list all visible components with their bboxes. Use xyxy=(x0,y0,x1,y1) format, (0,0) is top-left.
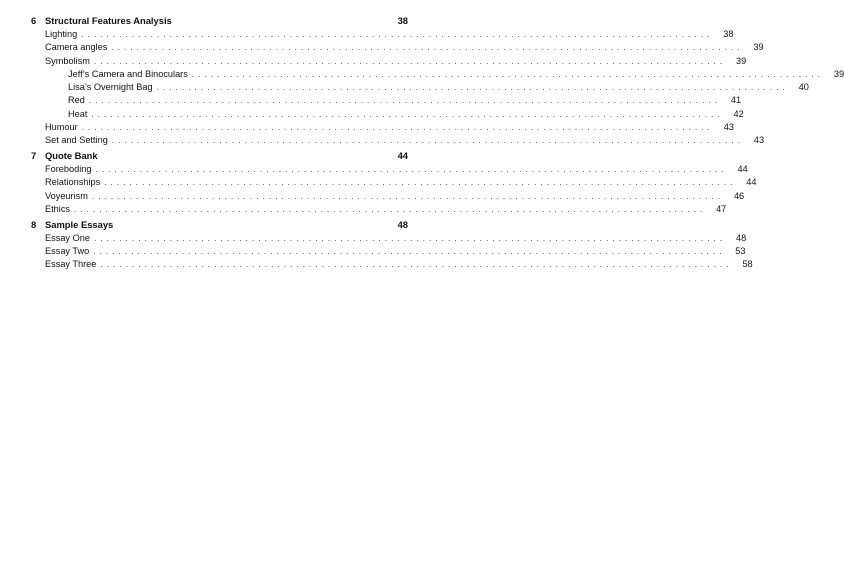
section-page-number: 44 xyxy=(397,150,408,162)
toc-subentry[interactable] xyxy=(68,68,844,81)
entry-page-number: 38 xyxy=(723,29,734,39)
dot-leader: .................................................................................................... xyxy=(111,136,745,146)
entry-label: Voyeurism xyxy=(45,190,92,203)
toc-subentry[interactable] xyxy=(68,94,742,107)
toc-entry[interactable] xyxy=(45,176,757,189)
toc-section-7 xyxy=(31,149,757,216)
section-page-number: 48 xyxy=(397,218,408,230)
entry-label: Red xyxy=(68,94,89,107)
dot-leader: .................................................................................................... xyxy=(81,123,714,133)
entry-label: Ethics xyxy=(45,203,74,216)
entry-label: Camera angles xyxy=(45,41,111,54)
entry-page-number: 43 xyxy=(753,135,765,146)
entry-label: Lisa’s Overnight Bag xyxy=(68,81,157,94)
entry-page-number: 39 xyxy=(753,42,764,53)
dot-leader: .................................................................................................... xyxy=(111,43,744,53)
section-heading[interactable] xyxy=(31,218,408,232)
toc-entry[interactable] xyxy=(45,258,753,271)
section-number: 7 xyxy=(31,150,37,162)
entry-page-number: 40 xyxy=(798,82,809,93)
section-title: Sample Essays xyxy=(45,218,114,230)
dot-leader: .................................................................................................... xyxy=(100,260,733,270)
dot-leader: .................................................................................................... xyxy=(93,56,727,66)
entry-label: Lighting xyxy=(45,28,81,41)
toc-entry[interactable] xyxy=(45,28,734,41)
dot-leader: .................................................................................................... xyxy=(93,247,726,257)
section-number: 6 xyxy=(31,15,37,26)
toc-entry[interactable] xyxy=(45,190,745,203)
dot-leader: .................................................................................................... xyxy=(156,83,789,93)
entry-page-number: 44 xyxy=(746,177,757,188)
toc-entry[interactable] xyxy=(45,163,748,176)
toc-entry[interactable] xyxy=(45,134,765,147)
section-title: Structural Features Analysis xyxy=(45,15,172,26)
dot-leader: .................................................................................................... xyxy=(95,165,728,175)
dot-leader: .................................................................................................... xyxy=(74,205,707,215)
toc-subentry[interactable] xyxy=(68,81,809,94)
entry-label: Humour xyxy=(45,121,82,134)
entry-label: Set and Setting xyxy=(45,134,112,147)
entry-label: Essay Three xyxy=(45,258,100,271)
toc-entry[interactable] xyxy=(45,121,734,134)
entry-page-number: 42 xyxy=(733,108,744,119)
section-heading[interactable] xyxy=(31,14,408,28)
toc-entry[interactable] xyxy=(45,203,727,216)
toc-entry[interactable] xyxy=(45,232,747,245)
entry-page-number: 43 xyxy=(723,122,734,133)
entry-label: Foreboding xyxy=(45,163,95,176)
entry-label: Heat xyxy=(68,108,91,121)
entry-label: Symbolism xyxy=(45,55,94,68)
toc-entry[interactable] xyxy=(45,245,746,258)
dot-leader: .................................................................................................... xyxy=(91,109,724,119)
entry-page-number: 44 xyxy=(737,164,748,175)
section-page-number: 38 xyxy=(397,15,408,26)
entry-page-number: 39 xyxy=(735,55,747,66)
entry-label: Jeff’s Camera and Binoculars xyxy=(68,68,192,81)
dot-leader: .................................................................................................... xyxy=(104,178,737,188)
toc-section-6 xyxy=(31,14,844,148)
entry-page-number: 58 xyxy=(742,259,753,270)
dot-leader: .................................................................................................... xyxy=(91,191,725,201)
toc-entry[interactable] xyxy=(45,41,764,54)
entry-page-number: 53 xyxy=(735,246,746,257)
dot-leader: .................................................................................................... xyxy=(93,233,727,243)
entry-page-number: 48 xyxy=(735,232,747,243)
toc-subentry[interactable] xyxy=(68,108,744,121)
dot-leader: .................................................................................................... xyxy=(88,96,722,106)
section-title: Quote Bank xyxy=(45,150,98,162)
table-of-contents xyxy=(31,14,844,272)
entry-page-number: 47 xyxy=(716,204,727,215)
entry-label: Essay Two xyxy=(45,245,93,258)
entry-page-number: 46 xyxy=(733,190,745,201)
toc-section-8 xyxy=(31,218,753,272)
toc-entry[interactable] xyxy=(45,55,747,68)
dot-leader: .................................................................................................... xyxy=(191,69,825,79)
section-number: 8 xyxy=(31,218,37,230)
section-heading[interactable] xyxy=(31,149,408,163)
entry-page-number: 41 xyxy=(730,95,742,106)
dot-leader: .................................................................................................... xyxy=(81,30,714,39)
entry-page-number: 39 xyxy=(833,68,844,79)
entry-label: Relationships xyxy=(45,176,104,189)
entry-label: Essay One xyxy=(45,232,94,245)
